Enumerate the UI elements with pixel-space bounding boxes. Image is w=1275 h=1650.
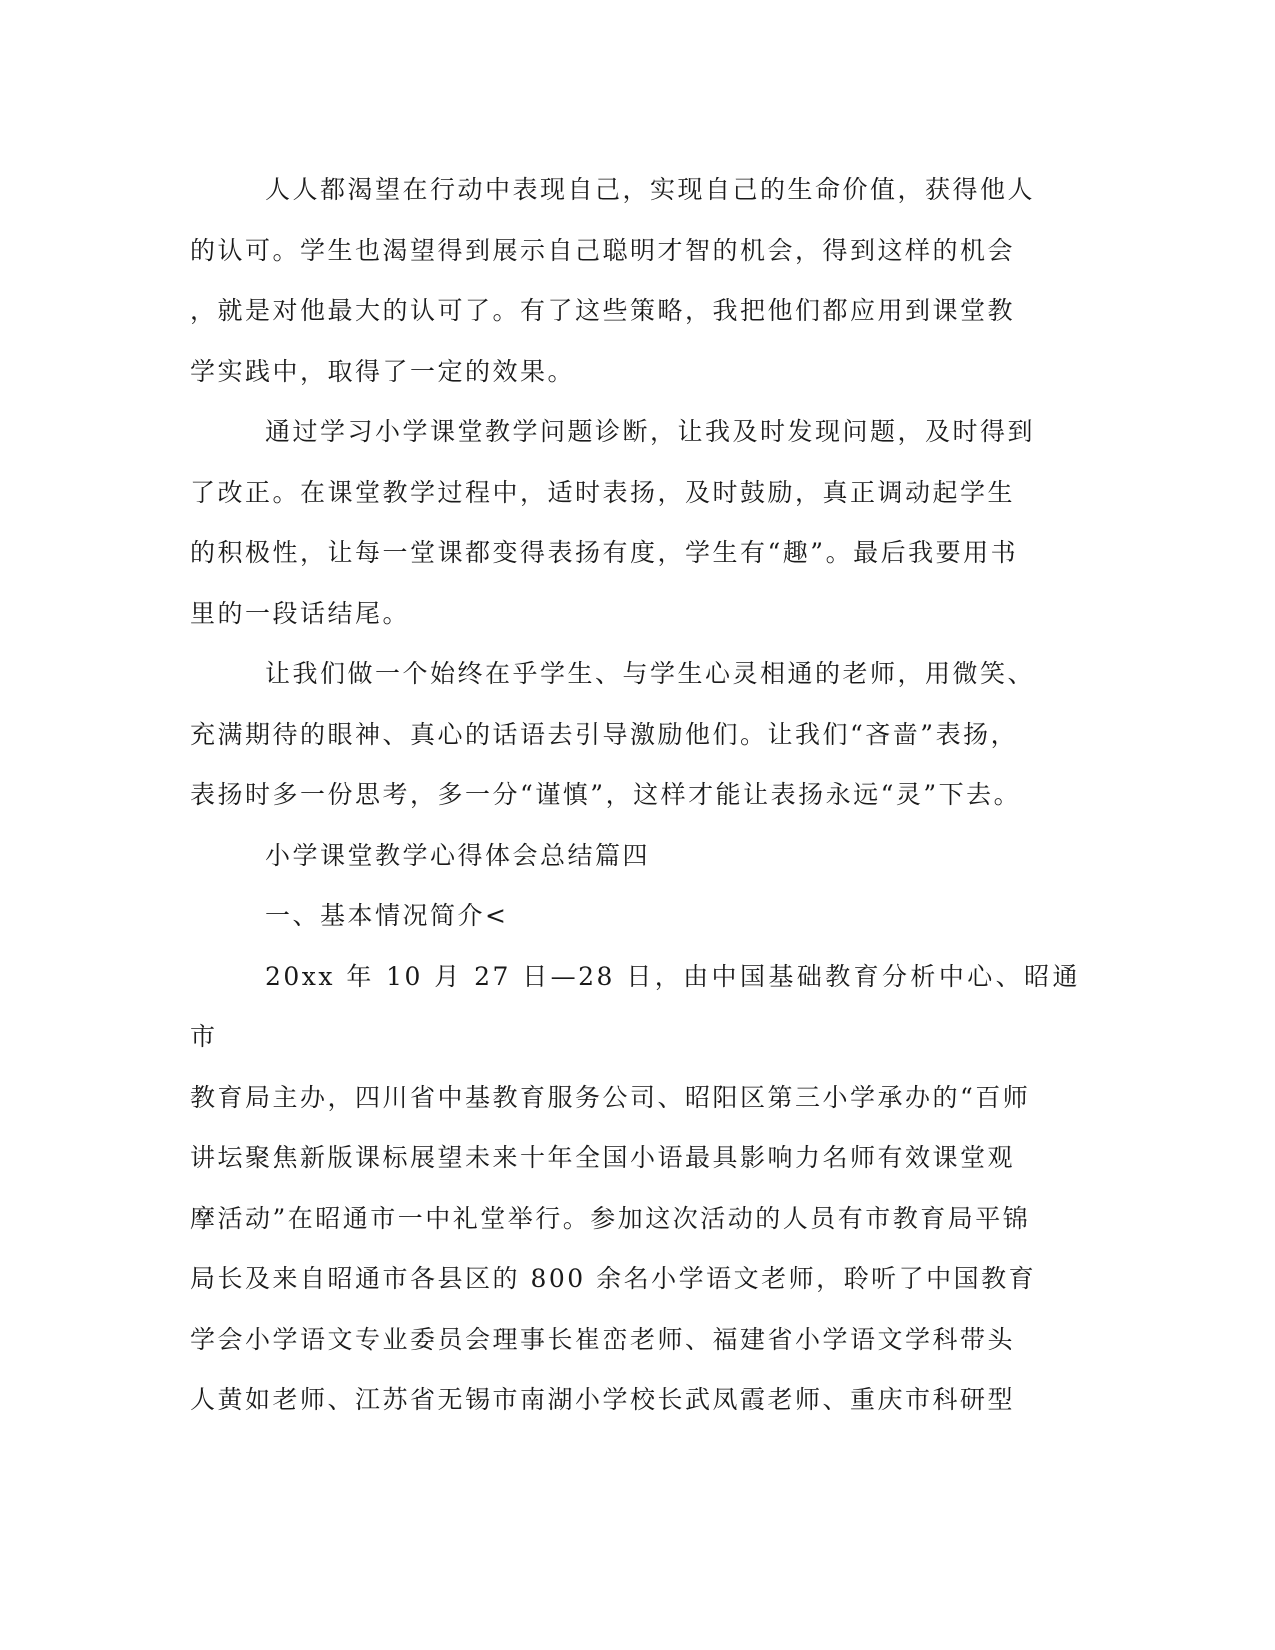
document-body [190,160,1080,1431]
paragraph-closing-quote: 让我们做一个始终在乎学生、与学生心灵相通的老师，用微笑、 充满期待的眼神、真心的话语去引导激励他们。让我们“吝啬”表扬， 表扬时多一份思考，多一分“谨慎”，这样才能让表扬永远“灵”下去。 [190,659,1036,809]
paragraph-recognition: 人人都渴望在行动中表现自己，实现自己的生命价值，获得他人 的认可。学生也渴望得到展示自己聪明才智的机会，得到这样的机会 ，就是对他最大的认可了。有了这些策略，我把他们都应用到课堂教 学实践中，取得了一定的效果。 [190,175,1036,386]
paragraph-event-intro: 20xx 年 10 月 27 日—28 日，由中国基础教育分析中心、昭通市 教育局主办，四川省中基教育服务公司、昭阳区第三小学承办的“百师 讲坛聚焦新版课标展望未来十年全国小语最具影响力名师有效课堂观 摩活动”在昭通市一中礼堂举行。参加这次活动的人员有市教育局平锦 局长及来自昭通市各县区的 800 余名小学语文老师，聆听了中国教育 学会小学语文专业委员会理事长崔峦老师、福建省小学语文学科带头 人黄如老师、江苏省无锡市南湖小学校长武凤霞老师、重庆市科研型 [190,961,1080,1414]
paragraph-diagnosis: 通过学习小学课堂教学问题诊断，让我及时发现问题，及时得到 了改正。在课堂教学过程中，适时表扬，及时鼓励，真正调动起学生 的积极性，让每一堂课都变得表扬有度，学生有“趣”。最后我要用书 里的一段话结尾。 [190,417,1036,628]
subsection-heading: 一、基本情况简介< [265,901,509,930]
section-heading: 小学课堂教学心得体会总结篇四 [265,840,651,870]
